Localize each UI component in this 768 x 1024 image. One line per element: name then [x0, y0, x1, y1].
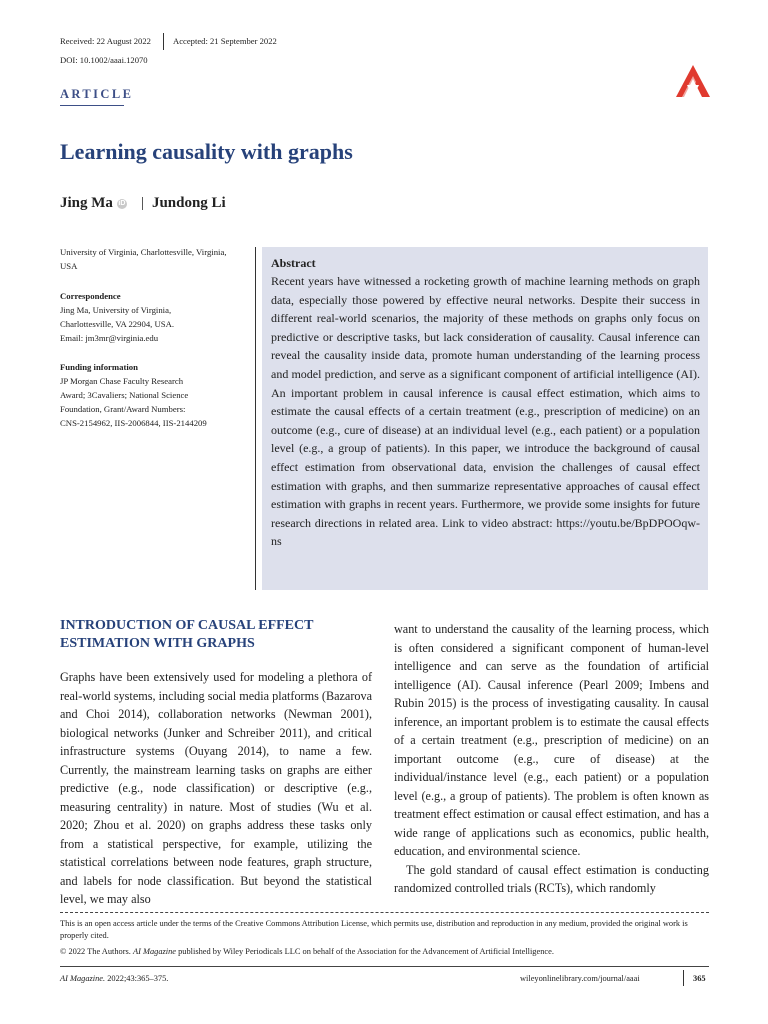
section-underline [60, 105, 124, 106]
correspondence-line: Jing Ma, University of Virginia, [60, 305, 172, 315]
paper-title: Learning causality with graphs [60, 139, 353, 164]
author-separator: | [140, 195, 144, 211]
correspondence-heading: Correspondence [60, 291, 121, 301]
author-name[interactable]: Jundong Li [151, 195, 226, 211]
copyright-journal: AI Magazine [132, 947, 177, 956]
body-column-left [60, 668, 372, 909]
orcid-icon[interactable]: iD [118, 200, 126, 207]
correspondence-email[interactable]: Email: jm3mr@virginia.edu [60, 333, 159, 343]
copyright-prefix: © 2022 The Authors. [60, 947, 133, 956]
affiliation: University of Virginia, Charlottesville, Virginia, USA [60, 247, 227, 271]
correspondence-line: Charlottesville, VA 22904, USA. [60, 319, 175, 329]
journal-citation [60, 974, 168, 983]
section-heading: INTRODUCTION OF CAUSAL EFFECT ESTIMATION WITH GRAPHS [60, 618, 314, 651]
journal-name: AI Magazine. [60, 974, 106, 983]
funding-line: Foundation, Grant/Award Numbers: [60, 404, 186, 414]
abstract-left-rule [255, 247, 256, 590]
received-date: Received: 22 August 2022 [60, 36, 151, 46]
abstract-heading: Abstract [271, 256, 316, 270]
body-paragraph: Graphs have been extensively used for modeling a plethora of real-world systems, including social media platforms (Bazarova and Choi 2014), collaboration networks (Newman 2001), biological networks (Junker and Schreiber 2011), and critical infrastructure systems (Ouyang 2014), to name a few. Currently, the mainstream learning tasks on graphs are either predictive (e.g., node classification) or descriptive (e.g., measuring centrality) in nature. Most of studies (Wu et al. 2020; Zhou et al. 2020) on graphs address these tasks only from a statistical perspective, for example, utilizing the statistical correlations between node features, graph structure, and labels for node classification. But beyond the statistical level, we may also [60, 670, 372, 906]
body-column-right [394, 620, 709, 898]
funding-block [60, 360, 245, 430]
license-notice: This is an open access article under the terms of the Creative Commons Attribution License, which permits use, distribution and reproduction in any medium, provided the original work is properly cited. [60, 919, 688, 940]
journal-website-link[interactable]: wileyonlinelibrary.com/journal/aaai [520, 974, 640, 983]
funding-heading: Funding information [60, 362, 138, 372]
author-list [60, 195, 226, 212]
page-number: 365 [693, 974, 706, 983]
footer-rule [60, 966, 709, 967]
author-name[interactable]: Jing Ma [60, 195, 113, 211]
header-divider [163, 33, 164, 50]
footer-separator [683, 970, 684, 986]
abstract-box [262, 247, 708, 590]
footer-divider [60, 912, 709, 913]
copyright-suffix: published by Wiley Periodicals LLC on behalf of the Association for the Advancement of Artificial Intelligence. [176, 947, 554, 956]
funding-line: CNS-2154962, IIS-2006844, IIS-2144209 [60, 418, 207, 428]
doi[interactable]: DOI: 10.1002/aaai.12070 [60, 55, 148, 65]
abstract-text: Recent years have witnessed a rocketing growth of machine learning methods on graph data, especially those powered by effective neural networks. Despite their success in different real-world scenarios, the majority of these methods on graphs only focus on predictive or descriptive tasks, but lack consideration of causality. Causal inference can reveal the causality inside data, promote human understanding of the learning process and model prediction, and serve as a significant component of artificial intelligence (AI). An important problem in causal inference is causal effect estimation, which aims to estimate the causal effects of a certain treatment (e.g., prescription of medicine) on an outcome (e.g., cure of disease) at an individual level (e.g., each patient) or a population level (e.g., a group of patients). In this paper, we introduce the background of causal effect estimation from observational data, envision the challenges of causal effect estimation with graphs, and then summarize representative approaches of causal effect estimation with graphs in recent years. Furthermore, we provide some insights for future research directions in related area. Link to video abstract: https://youtu.be/BpDPOOqw-ns [271, 274, 700, 549]
journal-logo-icon [676, 65, 710, 97]
funding-line: JP Morgan Chase Faculty Research [60, 376, 184, 386]
accepted-date: Accepted: 21 September 2022 [173, 36, 277, 46]
citation-volume: 2022;43:365–375. [105, 974, 169, 983]
section-label: ARTICLE [60, 87, 134, 101]
copyright-notice [60, 946, 710, 958]
funding-line: Award; 3Cavaliers; National Science [60, 390, 189, 400]
correspondence-block [60, 289, 245, 345]
body-paragraph: The gold standard of causal effect estimation is conducting randomized controlled trials (RCTs), which randomly [394, 862, 709, 895]
body-paragraph: want to understand the causality of the learning process, which is often considered a significant component of human-level intelligence and can serve as the foundation of artificial intelligence (AI). Causal inference (Pearl 2009; Imbens and Rubin 2015) is the process of investigating causality. In causal inference, an important problem is to estimate the causal effects of a certain treatment (e.g., prescription of medicine) on an important outcome (e.g., cure of disease) at the individual/instance level (e.g., each patient) or a population level (e.g., a group of patients). The problem is often known as treatment effect estimation or causal effect estimation, and has a wide range of applications such as economics, public health, education, and environmental science. [394, 622, 709, 858]
